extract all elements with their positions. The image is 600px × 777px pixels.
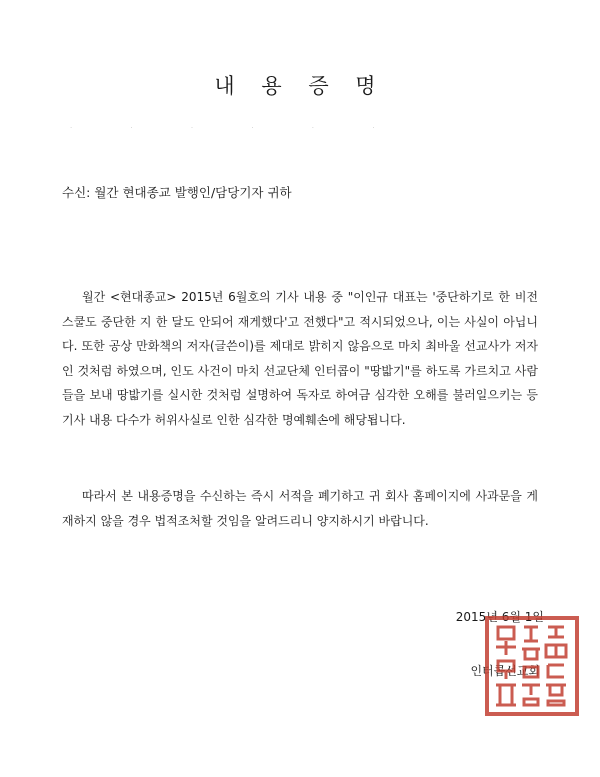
scan-specks: · · · · · ·	[70, 124, 403, 132]
recipient-line: 수신: 월간 현대종교 발행인/담당기자 귀하	[62, 185, 292, 200]
document-title: 내 용 증 명	[214, 74, 386, 98]
official-seal	[484, 615, 580, 717]
document-date: 2015년 6월 1일	[455, 610, 544, 624]
paragraph-2: 따라서 본 내용증명을 수신하는 즉시 서적을 폐기하고 귀 회사 홈페이지에 사과문을 게재하지 않을 경우 법적조처할 것임을 알려드리니 양지하시기 바랍니다.	[62, 489, 538, 528]
sender-name: 인터콥선교회	[470, 664, 540, 678]
paragraph-1: 월간 <현대종교> 2015년 6월호의 기사 내용 중 "이인규 대표는 '중단하기로 한 비전스쿨도 중단한 지 한 달도 안되어 재게했다'고 전했다"고 적시되었으나, 이는 사실이 아닙니다. 또한 공상 만화책의 저자(글쓴이)를 제대로 밝히지 않음으로 마치 최바울 선교사가 저자인 것처럼 하였으며, 인도 사건이 마치 선교단체 인터콥이 "땅밟기"를 하도록 가르치고 사람들을 보내 땅밟기를 실시한 것처럼 설명하여 독자로 하여금 심각한 오해를 불러일으키는 등 기사 내용 다수가 허위사실로 인한 심각한 명예훼손에 해당됩니다.	[62, 290, 538, 427]
